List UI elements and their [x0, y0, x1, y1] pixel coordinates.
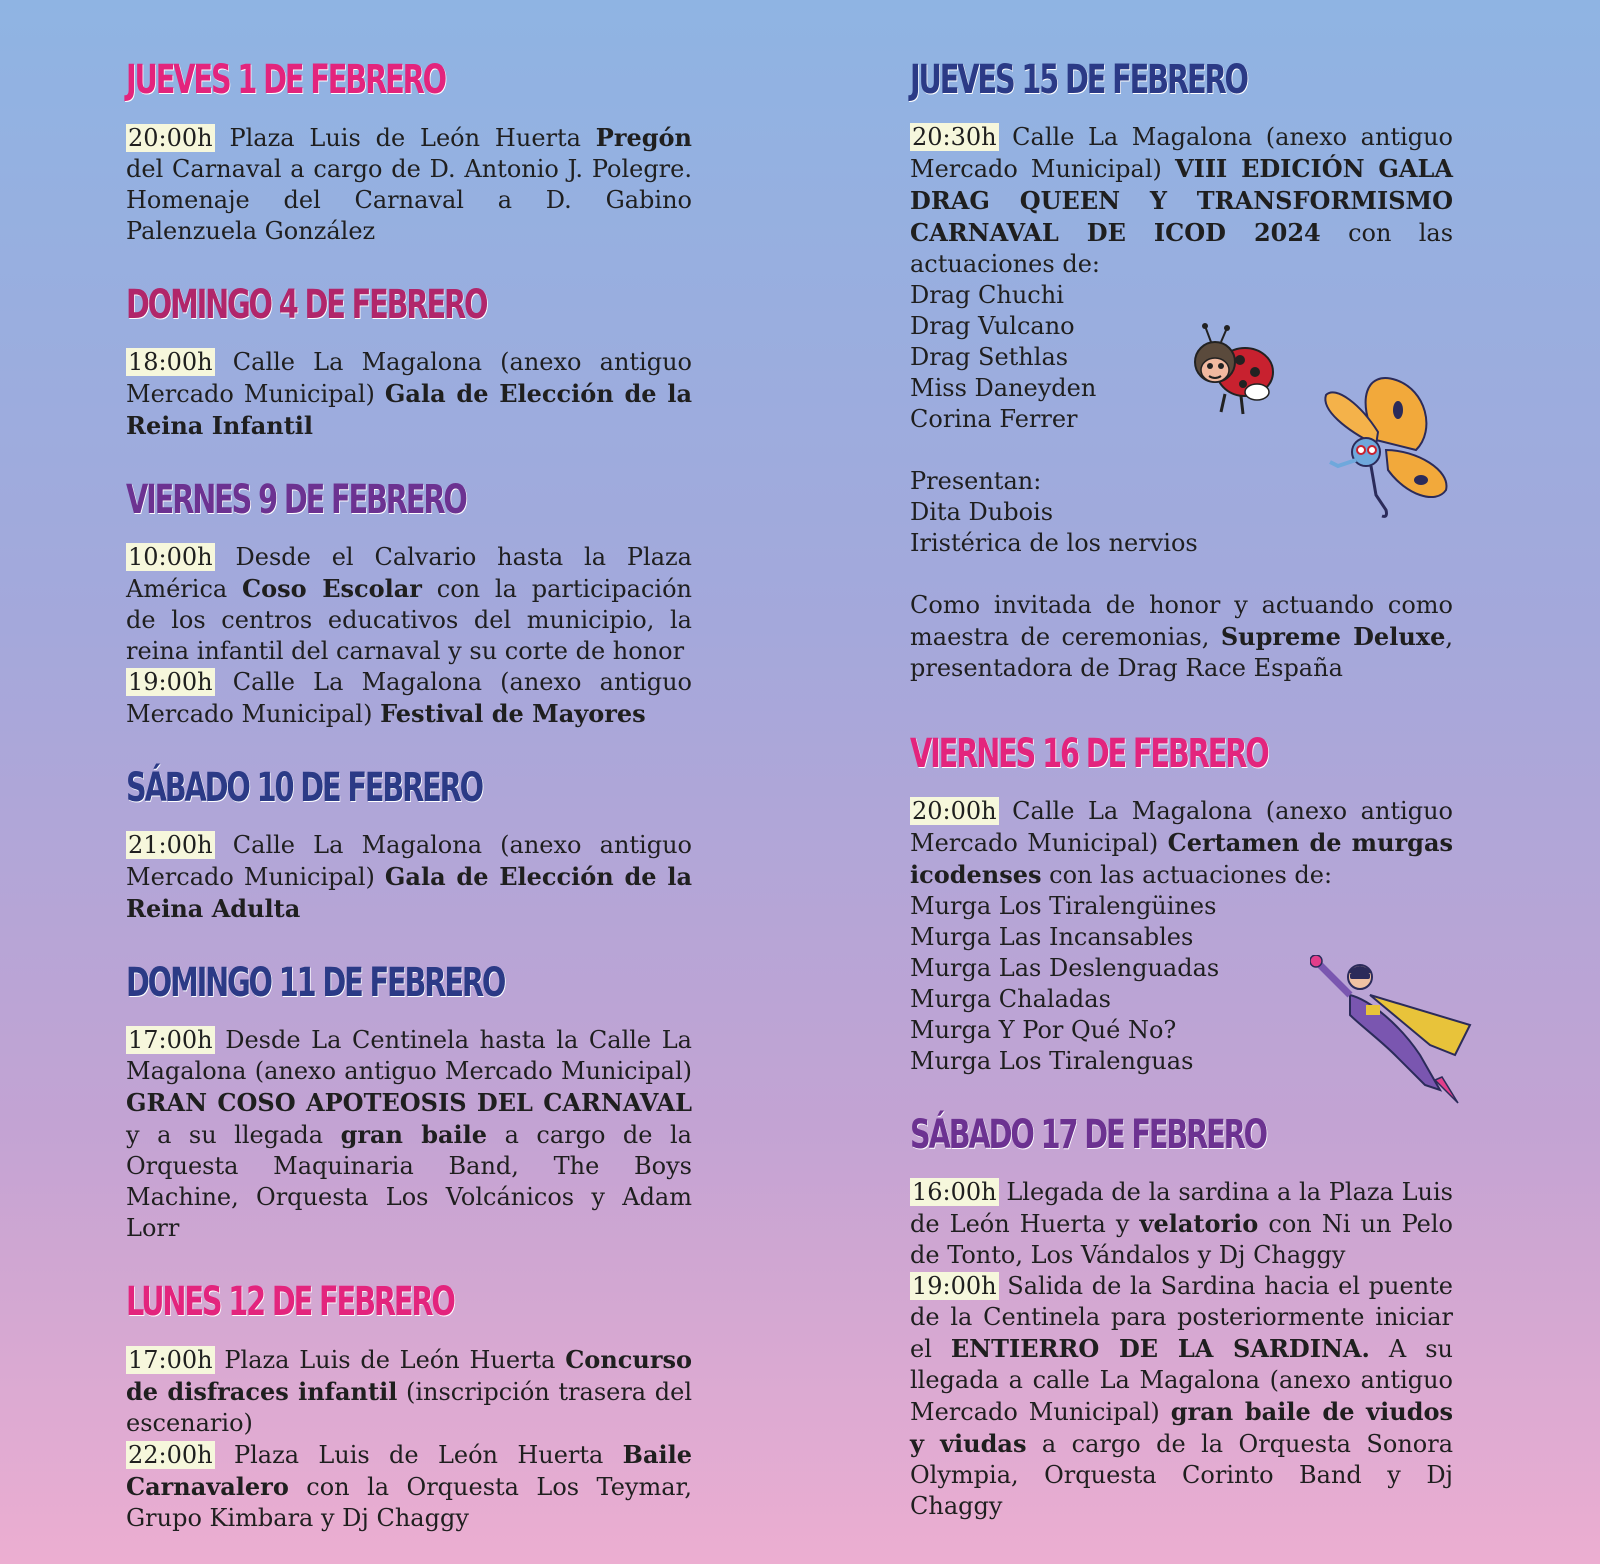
day-title: LUNES 12 DE FEBRERO: [126, 1279, 454, 1325]
section-viernes-9: [126, 470, 692, 730]
event-desc: con la participación de los centros educativos del municipio, la reina infantil del carnaval y su corte de honor: [126, 575, 692, 665]
day-title: JUEVES 1 DE FEBRERO: [126, 57, 445, 103]
event-desc: Llegada de la sardina a la Plaza Luis de León Huerta y: [910, 1178, 1453, 1238]
event-time: 16:00h: [912, 1178, 997, 1206]
event-desc: Calle La Magalona (anexo antiguo Mercado Municipal): [910, 797, 1453, 857]
event-desc: con Ni un Pelo de Tonto, Los Vándalos y Dj Chaggy: [910, 1210, 1453, 1269]
event-time: 10:00h: [128, 543, 213, 571]
event-highlight: Concurso de disfraces infantil: [126, 1345, 692, 1406]
event-desc: Calle La Magalona (anexo antiguo Mercado Municipal): [126, 831, 692, 891]
event-desc: con la Orquesta Los Teymar, Grupo Kimbara y Dj Chaggy: [126, 1473, 692, 1532]
event-time: 20:00h: [128, 124, 213, 152]
event-text: [126, 1439, 692, 1534]
list-item: Corina Ferrer: [910, 405, 1078, 433]
list-item: Murga Chaladas: [910, 985, 1111, 1013]
event-desc: Plaza Luis de León Huerta: [214, 1346, 566, 1374]
day-title: VIERNES 9 DE FEBRERO: [126, 477, 466, 523]
list-item: Murga Las Deslenguadas: [910, 954, 1220, 982]
event-text: [126, 667, 692, 730]
event-time: 19:00h: [912, 1272, 997, 1300]
list-item: Miss Daneyden: [910, 374, 1097, 402]
event-desc: Calle La Magalona (anexo antiguo Mercado Municipal): [910, 123, 1453, 183]
section-jueves-15: [910, 50, 1453, 684]
event-highlight: Supreme Deluxe: [1220, 622, 1446, 651]
day-title: DOMINGO 11 DE FEBRERO: [126, 960, 505, 1006]
left-column: [126, 50, 692, 1562]
section-lunes-12: [126, 1272, 692, 1534]
event-desc: Plaza Luis de León Huerta: [214, 1441, 623, 1469]
event-highlight: gran baile: [340, 1120, 488, 1149]
event-desc: y a su llegada: [126, 1121, 341, 1149]
event-desc: con las actuaciones de:: [910, 219, 1454, 278]
section-jueves-1: [126, 50, 692, 247]
event-text: [126, 122, 692, 247]
section-domingo-4: [126, 275, 692, 442]
list-item: Iristérica de los nervios: [910, 529, 1198, 557]
day-title: VIERNES 16 DE FEBRERO: [910, 731, 1268, 777]
event-time: 17:00h: [128, 1346, 213, 1374]
list-item: Murga Y Por Qué No?: [910, 1016, 1177, 1044]
event-desc: Calle La Magalona (anexo antiguo Mercado Municipal): [126, 348, 692, 408]
event-highlight: gran baile de viudos y viudas: [910, 1397, 1453, 1458]
day-title: JUEVES 15 DE FEBRERO: [910, 57, 1247, 103]
event-time: 21:00h: [128, 831, 213, 859]
day-title: DOMINGO 4 DE FEBRERO: [126, 282, 487, 328]
event-time: 19:00h: [128, 668, 213, 696]
event-highlight: Gala de Elección de la Reina Adulta: [126, 862, 693, 923]
list-item: Drag Vulcano: [910, 312, 1075, 340]
section-domingo-11: [126, 953, 692, 1244]
list-item: Murga Los Tiralenguas: [910, 1047, 1194, 1075]
event-text: [126, 830, 692, 925]
event-time: 22:00h: [128, 1441, 213, 1469]
list-item: Drag Sethlas: [910, 343, 1069, 371]
superhero-icon: [1310, 955, 1480, 1105]
event-time: 18:00h: [128, 348, 213, 376]
event-time: 20:00h: [912, 797, 997, 825]
event-desc: Desde el Calvario hasta la Plaza América: [126, 543, 692, 603]
event-desc: Plaza Luis de León Huerta: [214, 124, 596, 152]
event-desc: con las actuaciones de:: [1041, 861, 1333, 889]
event-text: [126, 347, 692, 442]
list-item: Dita Dubois: [910, 498, 1054, 526]
event-desc: (inscripción trasera del escenario): [126, 1378, 693, 1437]
event-desc: Calle La Magalona (anexo antiguo Mercado Municipal): [126, 668, 692, 728]
section-sabado-17: [910, 1105, 1453, 1522]
event-highlight: Certamen de murgas icodenses: [910, 828, 1454, 889]
event-highlight: Pregón: [595, 123, 692, 152]
event-desc: a cargo de la Orquesta Sonora Olympia, Orquesta Corinto Band y Dj Chaggy: [910, 1430, 1454, 1520]
section-sabado-10: [126, 758, 692, 925]
butterfly-icon: [1316, 370, 1456, 535]
event-text: [910, 1177, 1453, 1271]
event-text: [910, 590, 1453, 684]
day-title: SÁBADO 10 DE FEBRERO: [126, 765, 483, 811]
event-highlight: VIII EDICIÓN GALA DRAG QUEEN Y TRANSFORMISMO CARNAVAL DE ICOD 2024: [910, 154, 1453, 247]
list-item: Drag Chuchi: [910, 281, 1064, 309]
event-desc: Salida de la Sardina hacia el puente de la Centinela para posteriormente iniciar el: [910, 1272, 1453, 1363]
event-time: 20:30h: [912, 123, 997, 151]
presentan-label: Presentan:: [910, 467, 1042, 495]
event-desc: Como invitada de honor y actuando como maestra de ceremonias,: [910, 591, 1453, 651]
event-highlight: Gala de Elección de la Reina Infantil: [126, 379, 693, 440]
day-title: SÁBADO 17 DE FEBRERO: [910, 1112, 1267, 1158]
event-text: [126, 1025, 692, 1244]
event-desc: Desde La Centinela hasta la Calle La Magalona (anexo antiguo Mercado Municipal): [126, 1026, 692, 1085]
event-highlight: Festival de Mayores: [380, 699, 646, 728]
event-text: [910, 122, 1453, 280]
event-desc: a cargo de la Orquesta Maquinaria Band, The Boys Machine, Orquesta Los Volcánicos y Adam Lorr: [126, 1121, 692, 1242]
event-highlight: ENTIERRO DE LA SARDINA.: [950, 1334, 1370, 1363]
event-time: 17:00h: [128, 1026, 213, 1054]
right-column: [910, 50, 1453, 1550]
event-desc: , presentadora de Drag Race España: [910, 623, 1453, 682]
event-highlight: Coso Escolar: [242, 574, 422, 603]
event-highlight: Baile Carnavalero: [126, 1440, 692, 1501]
event-desc: del Carnaval a cargo de D. Antonio J. Polegre. Homenaje del Carnaval a D. Gabino Palenzuela González: [126, 155, 692, 245]
event-highlight: GRAN COSO APOTEOSIS DEL CARNAVAL: [126, 1088, 692, 1117]
ladybug-icon: [1185, 322, 1280, 422]
event-text: [126, 1344, 692, 1439]
event-text: [126, 542, 692, 667]
event-desc: A su llegada a calle La Magalona (anexo antiguo Mercado Municipal): [910, 1335, 1453, 1426]
event-highlight: velatorio: [1139, 1209, 1259, 1238]
event-text: [910, 796, 1453, 891]
list-item: Murga Los Tiralengüines: [910, 892, 1217, 920]
event-text: [910, 1271, 1453, 1522]
list-item: Murga Las Incansables: [910, 923, 1194, 951]
